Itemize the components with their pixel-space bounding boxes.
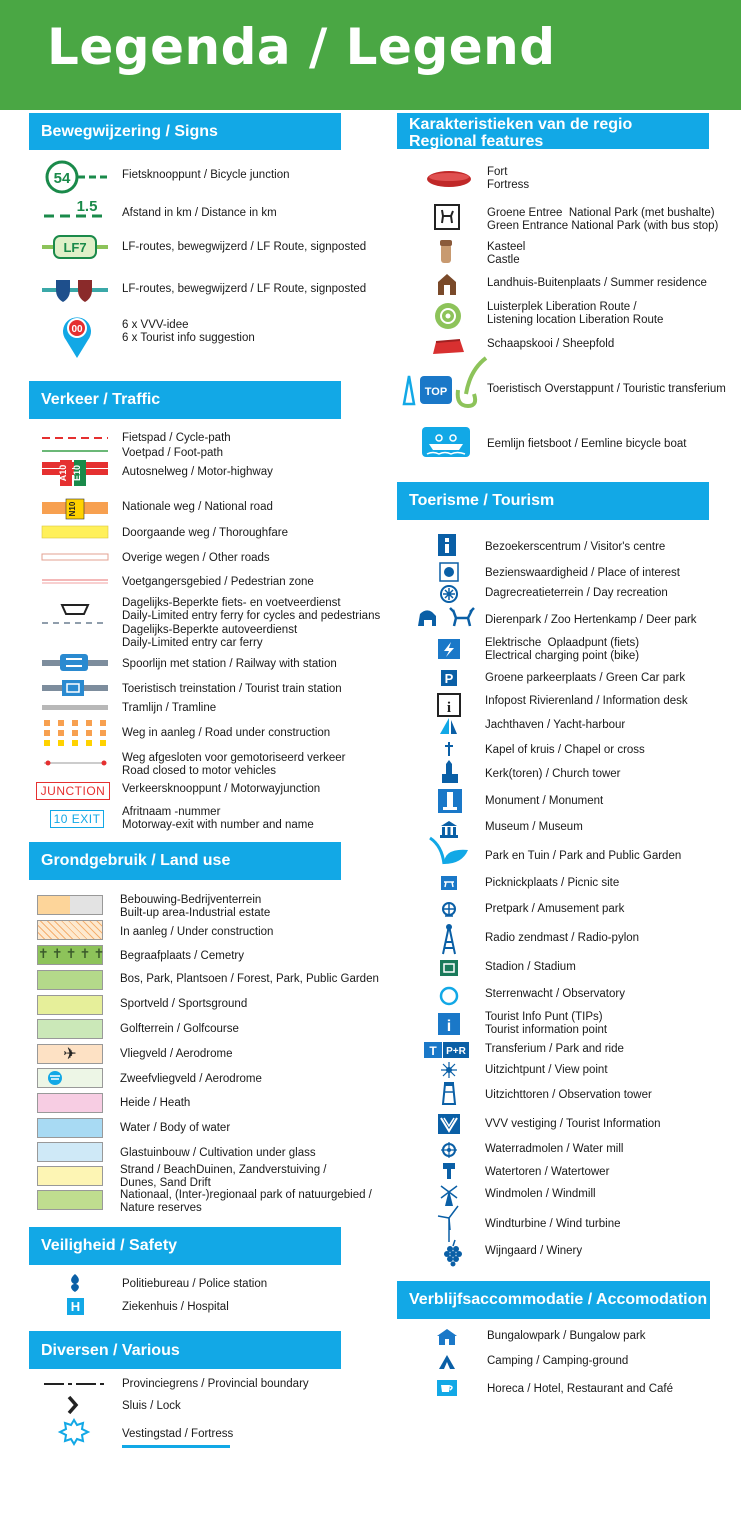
svg-text:i: i xyxy=(446,1018,452,1035)
cross-icon xyxy=(445,742,453,756)
winery-icon xyxy=(442,1239,464,1267)
section-header-tourism: Toerisme / Tourism xyxy=(397,482,709,520)
horeca-icon xyxy=(436,1379,458,1397)
lf-label: LF7 xyxy=(63,240,87,255)
landuse-swatch-heath xyxy=(37,1093,103,1113)
landuse-swatch-glass xyxy=(37,1142,103,1162)
junction-label: JUNCTION xyxy=(36,782,110,800)
day-recreation-icon xyxy=(441,586,457,602)
section-header-accommodation: Verblijfsaccommodatie / Accomodation xyxy=(397,1281,710,1319)
distance-icon xyxy=(42,196,112,222)
police-icon xyxy=(66,1273,84,1293)
viewpoint-icon xyxy=(441,1062,457,1078)
lf-route-icon xyxy=(40,233,110,261)
radio-icon xyxy=(443,924,455,954)
landuse-swatch-aerodrome: ✈ xyxy=(37,1044,103,1064)
stadium-icon xyxy=(440,960,458,976)
exit-label: 10 EXIT xyxy=(50,810,104,828)
tramline-symbol xyxy=(42,705,108,710)
landuse-swatch-glider xyxy=(37,1068,103,1088)
section-header-safety: Veiligheid / Safety xyxy=(29,1227,341,1265)
other-roads-symbol xyxy=(42,554,108,560)
castle-icon xyxy=(438,238,454,264)
landuse-swatch-builtup xyxy=(37,895,103,915)
listening-icon xyxy=(434,302,462,330)
info-desk-icon xyxy=(438,694,460,716)
picnic-icon xyxy=(441,876,457,890)
tower-icon xyxy=(443,1082,455,1104)
svg-text:T: T xyxy=(429,1044,437,1058)
section-header-signs: Bewegwijzering / Signs xyxy=(29,113,341,150)
sheepfold-icon xyxy=(430,336,466,356)
distance-value: 1.5 xyxy=(76,198,98,215)
page-title: Legenda / Legend xyxy=(47,18,556,76)
monument-icon xyxy=(438,789,462,813)
observatory-icon xyxy=(441,988,457,1004)
house-icon xyxy=(436,272,458,296)
a10-label: A10 xyxy=(58,464,68,482)
landuse-swatch-construction xyxy=(37,920,103,940)
park-icon xyxy=(430,838,468,864)
tip-icon xyxy=(438,1013,460,1035)
visitor-centre-icon xyxy=(438,534,456,556)
zoo-icon xyxy=(418,608,474,626)
church-icon xyxy=(442,760,458,783)
section-header-landuse: Grondgebruik / Land use xyxy=(29,842,341,880)
title-bar xyxy=(0,0,741,110)
deer-sign-icon xyxy=(434,204,460,230)
vvv-icon xyxy=(438,1114,460,1134)
fort-icon xyxy=(424,168,474,190)
landuse-swatch-golf xyxy=(37,1019,103,1039)
place-of-interest-icon xyxy=(440,563,458,581)
junction-number: 54 xyxy=(53,170,71,187)
top-label: TOP xyxy=(424,386,448,398)
landuse-swatch-nature xyxy=(37,1190,103,1210)
section-header-various: Diversen / Various xyxy=(29,1331,341,1369)
construction-symbol xyxy=(44,720,106,746)
landuse-swatch-forest xyxy=(37,970,103,990)
charging-icon xyxy=(438,639,460,659)
traffic-icons xyxy=(36,428,116,838)
e10-label: E10 xyxy=(72,464,82,482)
svg-text:i: i xyxy=(446,700,452,716)
bicycle-junction-icon xyxy=(40,160,110,194)
watermill-icon xyxy=(441,1142,457,1158)
svg-text:P+R: P+R xyxy=(446,1046,466,1057)
windmill-icon xyxy=(441,1186,457,1206)
landuse-swatch-cemetery: ✝✝✝✝✝ xyxy=(37,945,103,965)
windturbine-icon xyxy=(438,1206,458,1242)
watertower-icon xyxy=(443,1163,455,1179)
hospital-icon: H xyxy=(67,1298,84,1315)
vvv-number: 00 xyxy=(71,324,83,335)
tourism-icons xyxy=(416,530,476,1270)
transferium-icon xyxy=(424,1042,469,1058)
various-icons xyxy=(40,1375,112,1460)
landuse-swatch-water xyxy=(37,1118,103,1138)
landuse-swatch-beach xyxy=(37,1166,103,1186)
amusement-icon xyxy=(443,903,455,916)
svg-text:P: P xyxy=(444,671,454,686)
lock-symbol xyxy=(69,1397,76,1413)
boat-icon xyxy=(421,426,471,458)
parking-icon xyxy=(441,670,457,686)
section-header-traffic: Verkeer / Traffic xyxy=(29,381,341,419)
top-icon xyxy=(400,354,490,410)
thoroughfare-symbol xyxy=(42,526,108,538)
bungalow-icon xyxy=(436,1328,458,1346)
lf-shields-icon xyxy=(40,276,110,304)
landuse-swatch-sports xyxy=(37,995,103,1015)
camping-icon xyxy=(438,1354,456,1370)
ferry-symbol xyxy=(62,605,88,614)
section-header-regional: Karakteristieken van de regio Regional features xyxy=(397,113,709,149)
yacht-icon xyxy=(440,718,457,734)
museum-icon xyxy=(440,821,458,838)
fortress-underline xyxy=(122,1445,230,1448)
fortress-symbol xyxy=(60,1420,88,1444)
n10-label: N10 xyxy=(68,501,77,517)
vvv-pin-icon xyxy=(60,312,94,360)
